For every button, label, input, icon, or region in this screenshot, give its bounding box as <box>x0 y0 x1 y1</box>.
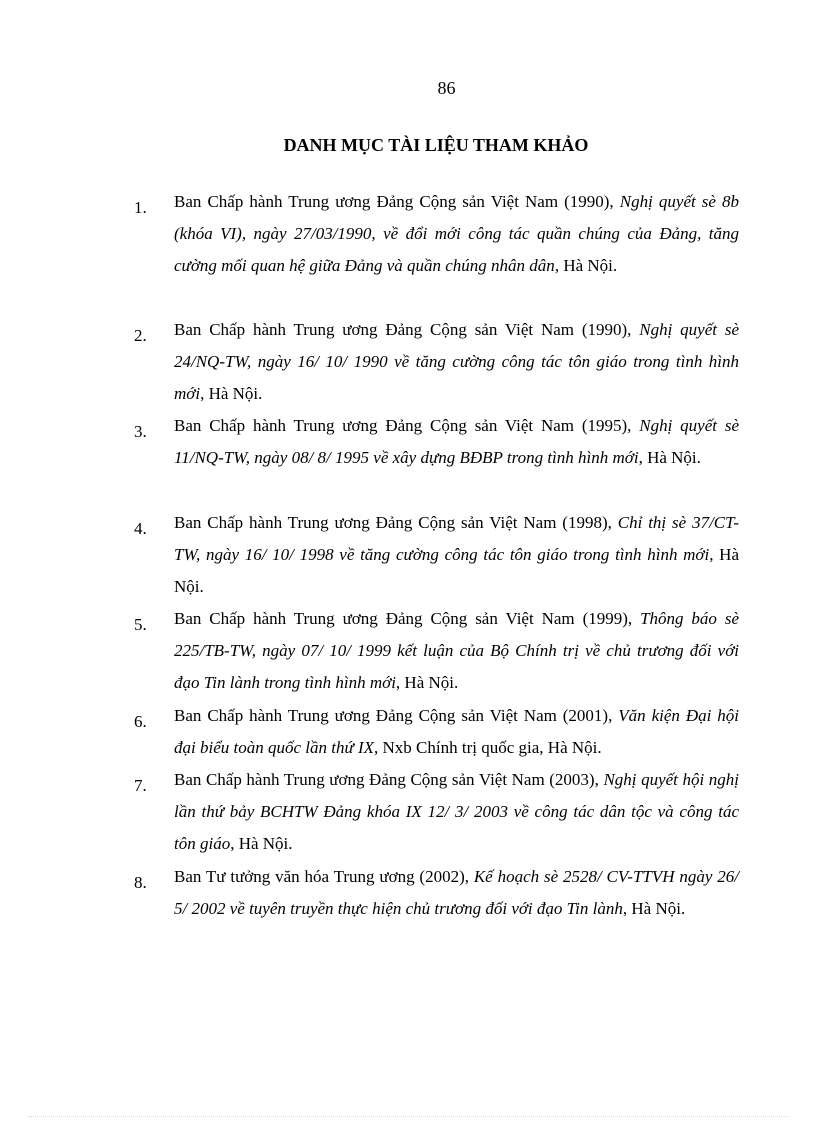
reference-number: 6. <box>134 712 147 731</box>
reference-place: , Hà Nội. <box>200 384 263 403</box>
reference-work-title: Nghị quyết sè 8b (khóa VI), ngày 27/03/1990, về đổi mới công tác quần chúng của Đảng, tăng cường mối quan hệ giữa Đảng và quần chúng nhân dân <box>174 192 739 275</box>
reference-number: 1. <box>134 198 147 217</box>
reference-author: Ban Chấp hành Trung ương Đảng Cộng sản Việt Nam (1990), <box>174 192 620 211</box>
reference-work-title: Nghị quyết hội nghị lần thứ bảy BCHTW Đảng khóa IX 12/ 3/ 2003 về công tác dân tộc và công tác tôn giáo <box>174 770 740 853</box>
reference-number: 7. <box>134 776 147 795</box>
reference-work-title: Kế hoạch sè 2528/ CV-TTVH ngày 26/ 5/ 2002 về tuyên truyền thực hiện chủ trương đối với đạo Tin lành <box>174 867 739 918</box>
page-number: 86 <box>437 78 456 98</box>
reference-number: 5. <box>134 615 147 634</box>
reference-number: 3. <box>134 422 147 441</box>
reference-text <box>174 700 739 764</box>
reference-author: Ban Chấp hành Trung ương Đảng Cộng sản Việt Nam (2003), <box>174 770 604 789</box>
reference-place: , Hà Nội. <box>174 545 739 596</box>
reference-author: Ban Chấp hành Trung ương Đảng Cộng sản Việt Nam (1990), <box>174 320 640 339</box>
reference-place: , Hà Nội. <box>395 673 459 692</box>
reference-place: , Hà Nội. <box>638 448 701 467</box>
reference-work-title: Nghị quyết sè 11/NQ-TW, ngày 08/ 8/ 1995 về xây dựng BĐBP trong tình hình mới <box>174 416 739 467</box>
reference-work-title: Chỉ thị sè 37/CT-TW, ngày 16/ 10/ 1998 về tăng cường công tác tôn giáo trong tình hình mới <box>174 513 739 564</box>
reference-author: Ban Chấp hành Trung ương Đảng Cộng sản Việt Nam (1998), <box>174 513 618 532</box>
reference-author: Ban Chấp hành Trung ương Đảng Cộng sản Việt Nam (2001), <box>174 706 619 725</box>
reference-text <box>174 507 739 603</box>
page-title: DANH MỤC TÀI LIỆU THAM KHẢO <box>283 135 589 155</box>
reference-number: 8. <box>134 873 147 892</box>
reference-work-title: Thông báo sè 225/TB-TW, ngày 07/ 10/ 1999 kết luận của Bộ Chính trị về chủ trương đối với đạo Tin lành trong tình hình mới <box>174 609 739 692</box>
page-bottom-border <box>28 1116 788 1117</box>
reference-work-title: Văn kiện Đại hội đại biểu toàn quốc lần thứ IX <box>174 706 739 757</box>
reference-author: Ban Chấp hành Trung ương Đảng Cộng sản Việt Nam (1995), <box>174 416 640 435</box>
reference-text <box>174 410 739 474</box>
reference-text <box>174 861 739 925</box>
reference-author: Ban Tư tưởng văn hóa Trung ương (2002), <box>174 867 474 886</box>
reference-text <box>174 186 739 282</box>
reference-number: 4. <box>134 519 147 538</box>
reference-text <box>174 764 739 860</box>
reference-place: , Hà Nội. <box>554 256 618 275</box>
reference-work-title: Nghị quyết sè 24/NQ-TW, ngày 16/ 10/ 1990 về tăng cường công tác tôn giáo trong tình hình mới <box>174 320 739 403</box>
reference-author: Ban Chấp hành Trung ương Đảng Cộng sản Việt Nam (1999), <box>174 609 641 628</box>
reference-place: , Hà Nội. <box>622 899 686 918</box>
reference-number: 2. <box>134 326 147 345</box>
reference-place: , Hà Nội. <box>230 834 293 853</box>
reference-place: , Nxb Chính trị quốc gia, Hà Nội. <box>374 738 602 757</box>
reference-text <box>174 314 739 410</box>
reference-text <box>174 603 739 699</box>
